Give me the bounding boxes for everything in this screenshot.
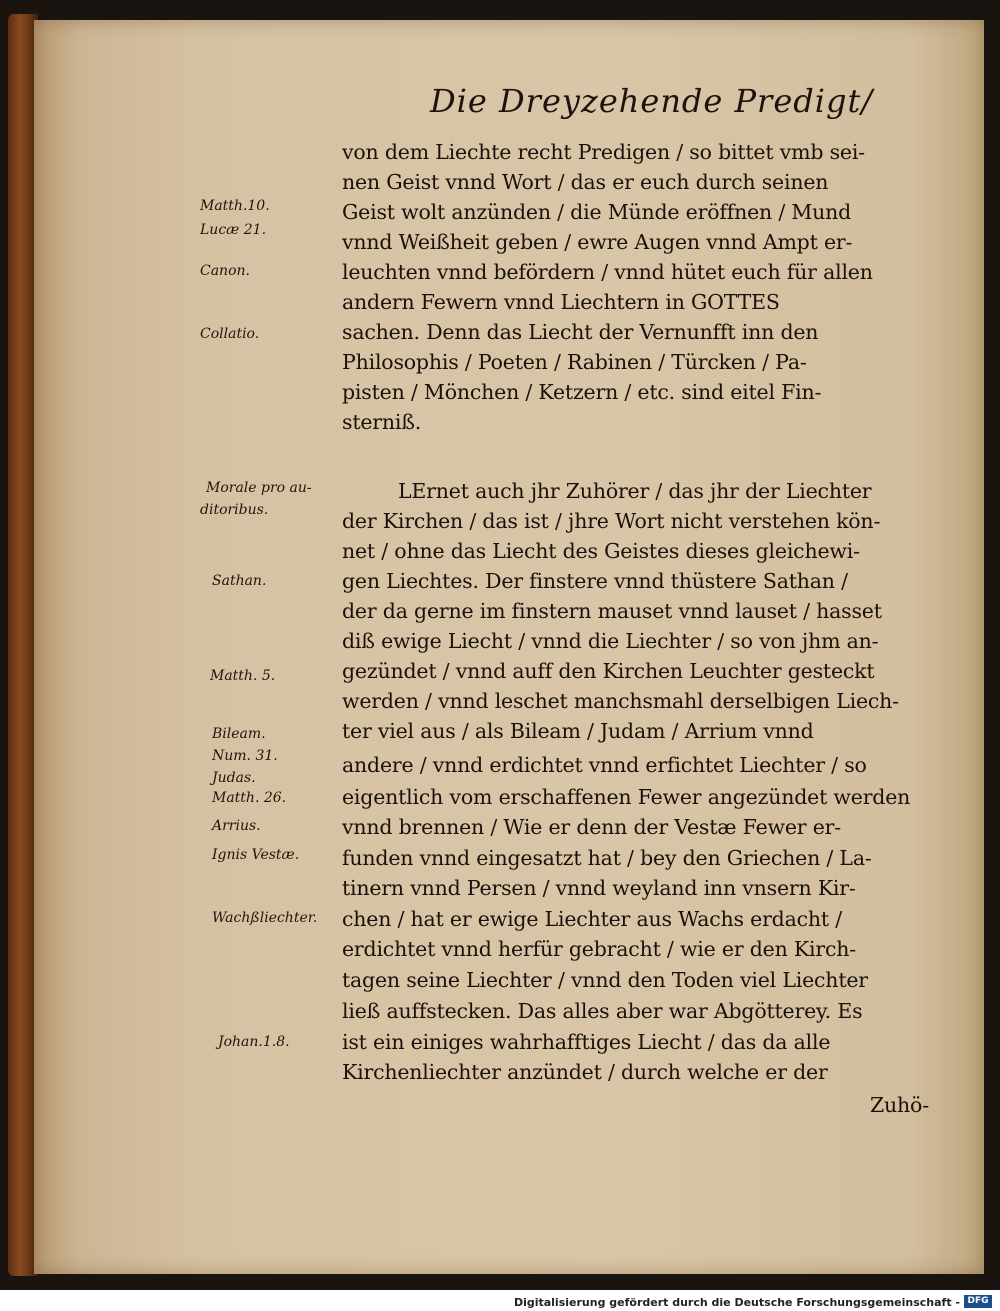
text-line: eigentlich vom erschaffenen Fewer angezündet werden (342, 785, 911, 809)
margin-note: Num. 31. (212, 748, 278, 764)
text-line: vnnd Weißheit geben / ewre Augen vnnd Ampt er- (342, 230, 853, 254)
margin-note: Wachßliechter. (212, 910, 318, 926)
text-line: Philosophis / Poeten / Rabinen / Türcken / Pa- (342, 350, 807, 374)
text-line: gezündet / vnnd auff den Kirchen Leuchter gesteckt (342, 659, 875, 683)
text-line: werden / vnnd leschet manchsmahl derselbigen Liech- (342, 689, 899, 713)
margin-note: Morale pro au- (206, 480, 312, 496)
text-line: tagen seine Liechter / vnnd den Toden viel Liechter (342, 968, 868, 992)
text-line: LErnet auch jhr Zuhörer / das jhr der Liechter (398, 479, 872, 503)
text-line: ließ auffstecken. Das alles aber war Abgötterey. Es (342, 999, 863, 1023)
text-line: diß ewige Liecht / vnnd die Liechter / so von jhm an- (342, 629, 879, 653)
margin-note: Arrius. (212, 818, 261, 834)
margin-note: Canon. (200, 263, 250, 279)
text-line: nen Geist vnnd Wort / das er euch durch seinen (342, 170, 829, 194)
text-line: gen Liechtes. Der finstere vnnd thüstere Sathan / (342, 569, 848, 593)
text-line: Kirchenliechter anzündet / durch welche er der (342, 1060, 828, 1084)
text-line: sterniß. (342, 410, 422, 434)
dfg-logo: DFG (964, 1295, 992, 1308)
margin-note: Johan.1.8. (218, 1034, 290, 1050)
text-line: erdichtet vnnd herfür gebracht / wie er den Kirch- (342, 937, 857, 961)
margin-note: Collatio. (200, 326, 260, 342)
margin-note: Sathan. (212, 573, 267, 589)
text-line: andern Fewern vnnd Liechtern in GOTTES (342, 290, 780, 314)
text-line: net / ohne das Liecht des Geistes dieses gleichewi- (342, 539, 860, 563)
text-line: Geist wolt anzünden / die Münde eröffnen / Mund (342, 200, 852, 224)
text-line: von dem Liechte recht Predigen / so bittet vmb sei- (342, 140, 865, 164)
margin-note: Judas. (212, 770, 256, 786)
margin-note: Lucæ 21. (200, 222, 267, 238)
page-header: Die Dreyzehende Predigt/ (430, 82, 874, 120)
text-line: sachen. Denn das Liecht der Vernunfft inn den (342, 320, 819, 344)
text-line: leuchten vnnd befördern / vnnd hütet euch für allen (342, 260, 873, 284)
margin-note: Ignis Vestæ. (212, 847, 300, 863)
text-line: pisten / Mönchen / Ketzern / etc. sind eitel Fin- (342, 380, 822, 404)
margin-note: Matth.10. (200, 198, 270, 214)
text-line: tinern vnnd Persen / vnnd weyland inn vnsern Kir- (342, 876, 856, 900)
text-line: ist ein einiges wahrhafftiges Liecht / das da alle (342, 1030, 831, 1054)
text-line: der da gerne im finstern mauset vnnd lauset / hasset (342, 599, 882, 623)
text-line: der Kirchen / das ist / jhre Wort nicht verstehen kön- (342, 509, 881, 533)
margin-note: Matth. 26. (212, 790, 287, 806)
text-line: ter viel aus / als Bileam / Judam / Arrium vnnd (342, 719, 814, 743)
text-line: chen / hat er ewige Liechter aus Wachs erdacht / (342, 907, 842, 931)
footer-credit: Digitalisierung gefördert durch die Deutsche Forschungsgemeinschaft - (513, 1296, 960, 1309)
margin-note: Bileam. (212, 726, 266, 742)
text-line: andere / vnnd erdichtet vnnd erfichtet Liechter / so (342, 753, 867, 777)
catchword: Zuhö- (870, 1093, 929, 1117)
margin-note: Matth. 5. (210, 668, 276, 684)
text-line: funden vnnd eingesatzt hat / bey den Griechen / La- (342, 846, 872, 870)
text-line: vnnd brennen / Wie er denn der Vestæ Fewer er- (342, 815, 841, 839)
margin-note: ditoribus. (200, 502, 269, 518)
